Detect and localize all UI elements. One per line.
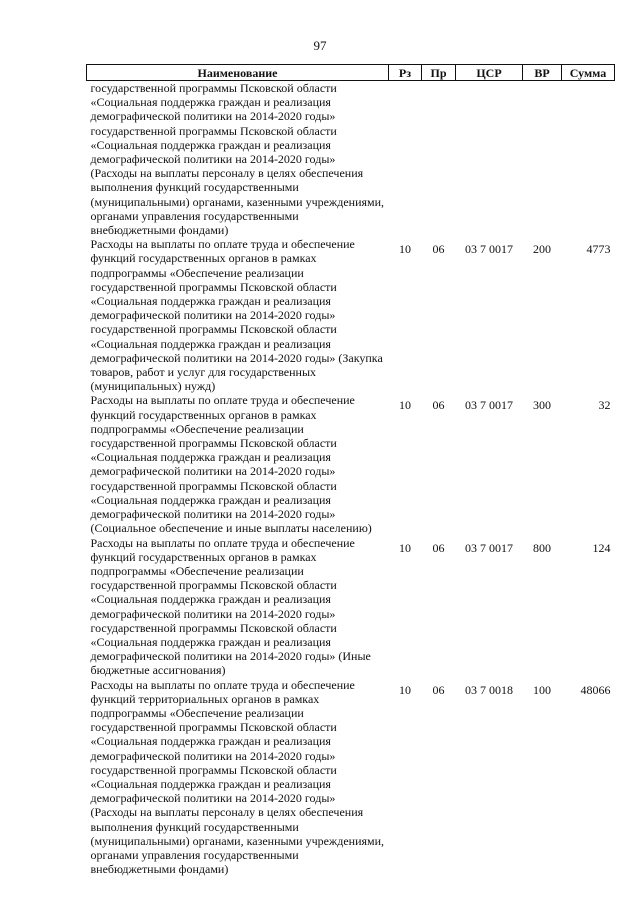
table-row bbox=[87, 536, 615, 678]
row-vr: 300 bbox=[533, 398, 551, 413]
row-name: Расходы на выплаты по оплате труда и обеспечение функций территориальных органов в рамках подпрограммы «Обеспечение реализации государственной программы Псковской области «Социальная поддержка граждан и реализация демографической политики на 2014-2020 годы» государственной программы Псковской области «Социальная поддержка граждан и реализация демографической политики на 2014-2020 годы» (Расходы на выплаты персоналу в целях обеспечения выполнения функций государственными (муниципальными) органами, казенными учреждениями, органами управления государственными внебюджетными фондами) bbox=[90, 677, 385, 877]
table-row bbox=[87, 393, 615, 535]
row-vr: 800 bbox=[533, 540, 551, 555]
row-sum: 4773 bbox=[586, 242, 611, 257]
row-pr: 06 bbox=[432, 398, 445, 413]
row-name: Расходы на выплаты по оплате труда и обеспечение функций государственных органов в рамках подпрограммы «Обеспечение реализации государственной программы Псковской области «Социальная поддержка граждан и реализация демографической политики на 2014-2020 годы» государственной программы Псковской области «Социальная поддержка граждан и реализация демографической политики на 2014-2020 годы» (Иные бюджетные ассигнования) bbox=[90, 535, 371, 678]
page-number: 97 bbox=[313, 38, 327, 53]
table-row bbox=[87, 81, 615, 238]
header-csr: ЦСР bbox=[456, 65, 523, 81]
table-row bbox=[87, 237, 615, 393]
header-rz: Рз bbox=[389, 65, 422, 81]
row-csr: 03 7 0017 bbox=[465, 398, 513, 413]
row-csr bbox=[456, 81, 523, 238]
row-pr: 06 bbox=[432, 540, 445, 555]
table-header-row bbox=[87, 65, 615, 81]
row-csr: 03 7 0017 bbox=[465, 540, 513, 555]
row-rz: 10 bbox=[399, 682, 411, 697]
row-sum: 32 bbox=[598, 398, 611, 413]
table-row bbox=[87, 678, 615, 877]
row-csr: 03 7 0018 bbox=[465, 682, 513, 697]
row-name: Расходы на выплаты по оплате труда и обеспечение функций государственных органов в рамках подпрограммы «Обеспечение реализации государственной программы Псковской области «Социальная поддержка граждан и реализация демографической политики на 2014-2020 годы» государственной программы Псковской области «Социальная поддержка граждан и реализация демографической политики на 2014-2020 годы» (Закупка товаров, работ и услуг для государственных (муниципальных) нужд) bbox=[90, 237, 383, 394]
row-sum: 48066 bbox=[580, 682, 611, 697]
row-sum bbox=[562, 81, 615, 238]
row-rz: 10 bbox=[399, 398, 411, 413]
header-vr: ВР bbox=[523, 65, 562, 81]
row-rz bbox=[389, 81, 422, 238]
row-rz: 10 bbox=[399, 540, 411, 555]
row-name: Расходы на выплаты по оплате труда и обеспечение функций государственных органов в рамках подпрограммы «Обеспечение реализации государственной программы Псковской области «Социальная поддержка граждан и реализация демографической политики на 2014-2020 годы» государственной программы Псковской области «Социальная поддержка граждан и реализация демографической политики на 2014-2020 годы» (Социальное обеспечение и иные выплаты населению) bbox=[90, 393, 372, 536]
row-vr: 100 bbox=[533, 682, 551, 697]
row-sum: 124 bbox=[592, 540, 611, 555]
header-sum: Сумма bbox=[562, 65, 615, 81]
header-pr: Пр bbox=[422, 65, 456, 81]
row-rz: 10 bbox=[399, 242, 411, 257]
header-name: Наименование bbox=[87, 65, 389, 81]
row-vr bbox=[523, 81, 562, 238]
row-csr: 03 7 0017 bbox=[465, 242, 513, 257]
row-name: государственной программы Псковской области «Социальная поддержка граждан и реализация демографической политики на 2014-2020 годы» государственной программы Псковской области «Социальная поддержка граждан и реализация демографической политики на 2014-2020 годы» (Расходы на выплаты персоналу в целях обеспечения выполнения функций государственными (муниципальными) органами, казенными учреждениями, органами управления государственными внебюджетными фондами) bbox=[90, 81, 385, 238]
row-pr: 06 bbox=[432, 242, 445, 257]
budget-table bbox=[86, 64, 615, 876]
row-pr bbox=[422, 81, 456, 238]
row-vr: 200 bbox=[533, 242, 551, 257]
row-pr: 06 bbox=[432, 682, 445, 697]
